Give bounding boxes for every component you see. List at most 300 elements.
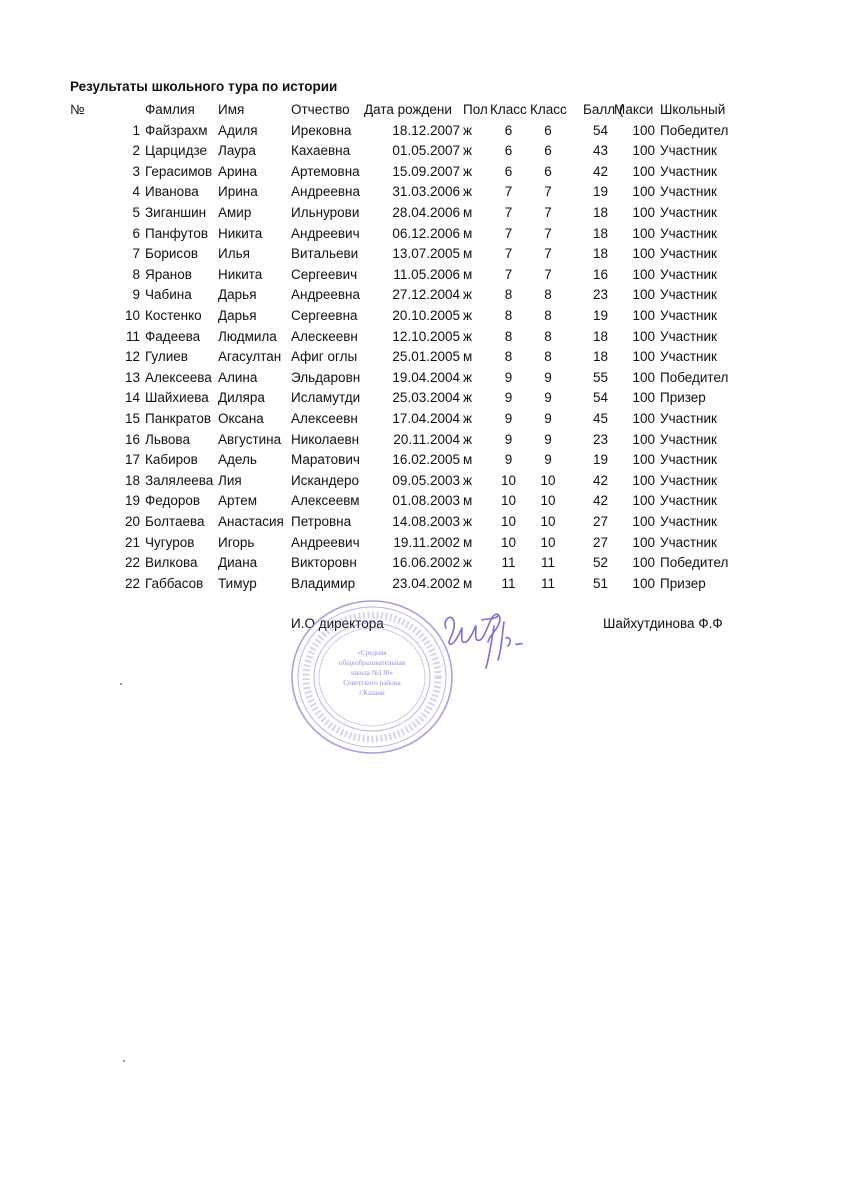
status-cell: Участник (660, 328, 717, 344)
table-row (0, 471, 849, 492)
name-cell: Арина (218, 163, 258, 179)
surname-cell: Чугуров (145, 534, 195, 550)
surname-cell: Кабиров (145, 452, 198, 468)
patronymic-cell: Исламутди (291, 390, 361, 406)
gender-cell: ж (463, 431, 473, 447)
patronymic-cell: Викторовн (291, 555, 357, 571)
row-number: 5 (132, 205, 140, 220)
score-cell: 18 (592, 349, 608, 365)
handwritten-signature (432, 598, 532, 676)
status-cell: Участник (660, 431, 717, 447)
table-row (0, 162, 849, 183)
class-cell: 7 (504, 184, 513, 200)
col-patronymic: Отчество (291, 102, 350, 117)
table-header (0, 100, 849, 121)
score-cell: 52 (592, 555, 608, 571)
score-cell: 54 (592, 390, 608, 406)
score-cell: 27 (592, 514, 608, 529)
class-cell-2: 6 (544, 143, 552, 159)
gender-cell: ж (463, 184, 473, 200)
surname-cell: Болтаева (145, 514, 205, 529)
max-score-cell: 100 (632, 225, 655, 241)
row-number: 20 (124, 514, 140, 529)
birthdate-cell: 16.06.2002 (392, 555, 460, 571)
score-cell: 18 (592, 246, 608, 262)
school-stamp (288, 597, 456, 757)
table-row (0, 306, 849, 327)
name-cell: Никита (218, 266, 263, 282)
gender-cell: ж (463, 390, 473, 406)
birthdate-cell: 09.05.2003 (392, 472, 460, 488)
name-cell: Диляра (218, 390, 265, 406)
score-cell: 55 (592, 369, 608, 385)
stamp-line-3: школа №130» (351, 669, 393, 677)
table-row (0, 553, 849, 574)
gender-cell: м (463, 349, 473, 365)
patronymic-cell: Владимир (291, 575, 356, 591)
class-cell: 6 (504, 163, 513, 179)
surname-cell: Вилкова (145, 555, 198, 571)
patronymic-cell: Искандеро (291, 472, 360, 488)
class-cell-2: 9 (544, 431, 552, 447)
surname-cell: Чабина (145, 287, 192, 303)
patronymic-cell: Ирековна (291, 122, 352, 138)
row-number: 16 (124, 431, 140, 447)
table-row (0, 182, 849, 203)
class-cell-2: 10 (540, 472, 556, 488)
col-class-2: Класс (530, 102, 567, 117)
patronymic-cell: Петровна (291, 514, 352, 529)
row-number: 4 (132, 184, 140, 200)
surname-cell: Зиганшин (145, 205, 207, 220)
status-cell: Участник (660, 163, 717, 179)
table-row (0, 203, 849, 224)
col-surname: Фамлия (145, 102, 195, 117)
name-cell: Ирина (218, 184, 258, 200)
status-cell: Призер (660, 575, 706, 591)
surname-cell: Гулиев (145, 349, 188, 365)
stamp-line-4: Советского района (343, 679, 401, 687)
stamp-line-2: общеобразовательная (338, 659, 406, 667)
patronymic-cell: Сергеевич (291, 266, 358, 282)
score-cell: 45 (592, 411, 608, 426)
name-cell: Амир (218, 205, 252, 220)
max-score-cell: 100 (632, 369, 655, 385)
score-cell: 18 (592, 225, 608, 241)
max-score-cell: 100 (632, 266, 655, 282)
class-cell-2: 7 (544, 205, 552, 220)
col-gender: Пол (463, 102, 488, 117)
birthdate-cell: 19.04.2004 (392, 369, 460, 385)
max-score-cell: 100 (632, 163, 655, 179)
row-number: 9 (132, 287, 140, 303)
class-cell-2: 7 (544, 225, 552, 241)
table-row (0, 121, 849, 142)
gender-cell: м (463, 225, 473, 241)
max-score-cell: 100 (632, 287, 655, 303)
class-cell: 10 (500, 472, 517, 488)
status-cell: Участник (660, 349, 717, 365)
row-number: 1 (132, 122, 140, 138)
class-cell: 6 (504, 143, 513, 159)
name-cell: Игорь (218, 534, 255, 550)
max-score-cell: 100 (632, 328, 655, 344)
surname-cell: Файзрахм (145, 122, 208, 138)
class-cell-2: 11 (540, 575, 555, 591)
name-cell: Дарья (218, 287, 257, 303)
max-score-cell: 100 (632, 390, 655, 406)
patronymic-cell: Андреевна (291, 287, 360, 303)
birthdate-cell: 12.10.2005 (392, 328, 460, 344)
patronymic-cell: Ильнурови (291, 205, 360, 220)
score-cell: 18 (592, 205, 608, 220)
gender-cell: ж (463, 369, 473, 385)
birthdate-cell: 27.12.2004 (392, 287, 460, 303)
patronymic-cell: Андреевна (291, 184, 360, 200)
gender-cell: м (463, 575, 473, 591)
name-cell: Лия (218, 472, 242, 488)
gender-cell: м (463, 266, 473, 282)
max-score-cell: 100 (632, 555, 655, 571)
surname-cell: Фадеева (145, 328, 201, 344)
name-cell: Дарья (218, 308, 257, 323)
table-row (0, 368, 849, 389)
scan-speck (123, 1060, 125, 1062)
col-birthdate: Дата рождени (364, 102, 452, 117)
max-score-cell: 100 (632, 472, 655, 488)
table-row (0, 512, 849, 533)
surname-cell: Яранов (145, 266, 192, 282)
class-cell-2: 9 (544, 390, 552, 406)
max-score-cell: 100 (632, 246, 655, 262)
class-cell-2: 10 (540, 534, 556, 550)
gender-cell: м (463, 246, 473, 262)
patronymic-cell: Алексеевн (291, 411, 358, 426)
status-cell: Участник (660, 472, 717, 488)
gender-cell: ж (463, 308, 473, 323)
max-score-cell: 100 (632, 411, 655, 426)
gender-cell: м (463, 534, 473, 550)
table-row (0, 285, 849, 306)
class-cell: 9 (504, 390, 513, 406)
status-cell: Участник (660, 514, 717, 529)
status-cell: Победител (660, 555, 729, 571)
max-score-cell: 100 (632, 575, 655, 591)
table-row (0, 327, 849, 348)
name-cell: Алина (218, 369, 258, 385)
class-cell-2: 7 (544, 266, 552, 282)
patronymic-cell: Андреевич (291, 534, 360, 550)
score-cell: 23 (592, 287, 608, 303)
max-score-cell: 100 (632, 184, 655, 200)
status-cell: Участник (660, 143, 717, 159)
score-cell: 42 (592, 163, 608, 179)
scan-speck (120, 683, 122, 685)
class-cell-2: 9 (544, 452, 552, 468)
name-cell: Лаура (218, 143, 256, 159)
class-cell-2: 10 (540, 493, 556, 509)
max-score-cell: 100 (632, 493, 655, 509)
status-cell: Победител (660, 122, 729, 138)
max-score-cell: 100 (632, 431, 655, 447)
class-cell-2: 8 (544, 308, 552, 323)
row-number: 14 (124, 390, 140, 406)
table-row (0, 430, 849, 451)
gender-cell: ж (463, 472, 473, 488)
status-cell: Участник (660, 225, 717, 241)
stamp-line-1: «Средняя (357, 649, 387, 657)
status-cell: Победител (660, 369, 729, 385)
birthdate-cell: 01.05.2007 (392, 143, 460, 159)
row-number: 22 (124, 575, 140, 591)
class-cell-2: 7 (544, 184, 552, 200)
score-cell: 43 (592, 143, 608, 159)
table-row (0, 265, 849, 286)
table-row (0, 533, 849, 554)
name-cell: Адель (218, 452, 257, 468)
status-cell: Участник (660, 534, 717, 550)
signer-name: Шайхутдинова Ф.Ф (603, 616, 723, 631)
birthdate-cell: 23.04.2002 (392, 575, 460, 591)
patronymic-cell: Алескеевн (291, 328, 358, 344)
table-row (0, 409, 849, 430)
row-number: 17 (124, 452, 140, 468)
class-cell-2: 8 (544, 328, 552, 344)
col-class: Класс (490, 102, 527, 117)
status-cell: Призер (660, 390, 706, 406)
row-number: 2 (132, 143, 140, 159)
page-title: Результаты школьного тура по истории (70, 79, 338, 94)
max-score-cell: 100 (632, 452, 655, 468)
name-cell: Тимур (218, 575, 257, 591)
name-cell: Артем (218, 493, 258, 509)
score-cell: 23 (592, 431, 608, 447)
status-cell: Участник (660, 411, 717, 426)
score-cell: 19 (592, 308, 608, 323)
table-row (0, 450, 849, 471)
table-row (0, 141, 849, 162)
name-cell: Агасултан (218, 349, 282, 365)
class-cell: 8 (504, 328, 513, 344)
status-cell: Участник (660, 205, 717, 220)
patronymic-cell: Артемовна (291, 163, 360, 179)
col-max: Макси (614, 102, 654, 117)
patronymic-cell: Андреевич (291, 225, 360, 241)
status-cell: Участник (660, 308, 717, 323)
name-cell: Людмила (218, 328, 277, 344)
name-cell: Анастасия (218, 514, 284, 529)
score-cell: 18 (592, 328, 608, 344)
score-cell: 42 (592, 493, 608, 509)
class-cell-2: 8 (544, 287, 552, 303)
class-cell-2: 9 (544, 369, 552, 385)
col-name: Имя (218, 102, 245, 117)
row-number: 6 (132, 225, 140, 241)
signer-position: И.О директора (291, 616, 384, 631)
class-cell: 9 (504, 369, 513, 385)
surname-cell: Борисов (145, 246, 198, 262)
row-number: 18 (124, 472, 140, 488)
patronymic-cell: Афиг оглы (291, 349, 358, 365)
patronymic-cell: Витальеви (291, 246, 359, 262)
class-cell: 10 (500, 534, 517, 550)
class-cell: 7 (504, 205, 513, 220)
gender-cell: ж (463, 163, 473, 179)
class-cell-2: 6 (544, 122, 552, 138)
row-number: 15 (124, 411, 140, 426)
name-cell: Никита (218, 225, 263, 241)
surname-cell: Федоров (145, 493, 201, 509)
class-cell: 8 (504, 287, 513, 303)
row-number: 11 (125, 328, 140, 344)
row-number: 21 (124, 534, 140, 550)
score-cell: 27 (592, 534, 608, 550)
gender-cell: м (463, 205, 473, 220)
surname-cell: Залялеева (145, 472, 214, 488)
birthdate-cell: 13.07.2005 (392, 246, 460, 262)
class-cell-2: 10 (540, 514, 556, 529)
patronymic-cell: Сергеевна (291, 308, 358, 323)
gender-cell: ж (463, 143, 473, 159)
birthdate-cell: 28.04.2006 (392, 205, 460, 220)
score-cell: 51 (592, 575, 608, 591)
patronymic-cell: Маратович (291, 452, 360, 468)
surname-cell: Панфутов (145, 225, 209, 241)
table-row (0, 244, 849, 265)
class-cell: 10 (500, 514, 517, 529)
max-score-cell: 100 (632, 143, 655, 159)
name-cell: Илья (218, 246, 250, 262)
surname-cell: Панкратов (145, 411, 212, 426)
row-number: 3 (132, 163, 140, 179)
class-cell: 7 (504, 225, 513, 241)
max-score-cell: 100 (632, 349, 655, 365)
class-cell: 11 (501, 555, 516, 571)
status-cell: Участник (660, 246, 717, 262)
table-row (0, 347, 849, 368)
col-num: № (70, 102, 85, 117)
class-cell-2: 6 (544, 163, 552, 179)
class-cell: 9 (504, 452, 513, 468)
gender-cell: ж (463, 287, 473, 303)
surname-cell: Шайхиева (145, 390, 209, 406)
patronymic-cell: Алексеевм (291, 493, 360, 509)
row-number: 13 (124, 369, 140, 385)
gender-cell: ж (463, 555, 473, 571)
status-cell: Участник (660, 184, 717, 200)
status-cell: Участник (660, 452, 717, 468)
row-number: 7 (132, 246, 140, 262)
class-cell: 11 (501, 575, 516, 591)
gender-cell: м (463, 493, 473, 509)
patronymic-cell: Эльдаровн (291, 369, 361, 385)
birthdate-cell: 25.03.2004 (392, 390, 460, 406)
surname-cell: Иванова (145, 184, 199, 200)
surname-cell: Алексеева (145, 369, 212, 385)
class-cell: 7 (504, 266, 513, 282)
score-cell: 16 (592, 266, 608, 282)
birthdate-cell: 20.10.2005 (392, 308, 460, 323)
patronymic-cell: Кахаевна (291, 143, 351, 159)
name-cell: Адиля (218, 122, 258, 138)
birthdate-cell: 11.05.2006 (393, 266, 460, 282)
row-number: 22 (124, 555, 140, 571)
max-score-cell: 100 (632, 308, 655, 323)
class-cell: 7 (504, 246, 513, 262)
surname-cell: Львова (145, 431, 190, 447)
class-cell: 10 (500, 493, 517, 509)
max-score-cell: 100 (632, 122, 655, 138)
max-score-cell: 100 (632, 514, 655, 529)
stamp-line-5: г.Казани (359, 689, 385, 697)
max-score-cell: 100 (632, 534, 655, 550)
gender-cell: ж (463, 411, 473, 426)
row-number: 10 (124, 308, 140, 323)
score-cell: 54 (592, 122, 608, 138)
row-number: 8 (132, 266, 140, 282)
birthdate-cell: 25.01.2005 (392, 349, 460, 365)
name-cell: Оксана (218, 411, 264, 426)
class-cell: 8 (504, 308, 513, 323)
gender-cell: м (463, 452, 473, 468)
surname-cell: Габбасов (145, 575, 204, 591)
class-cell: 8 (504, 349, 513, 365)
gender-cell: ж (463, 122, 473, 138)
surname-cell: Царцидзе (145, 143, 207, 159)
class-cell: 6 (504, 122, 513, 138)
status-cell: Участник (660, 266, 717, 282)
birthdate-cell: 14.08.2003 (392, 514, 460, 529)
status-cell: Участник (660, 493, 717, 509)
surname-cell: Герасимов (145, 163, 213, 179)
row-number: 12 (124, 349, 140, 365)
surname-cell: Костенко (145, 308, 202, 323)
table-row (0, 388, 849, 409)
birthdate-cell: 01.08.2003 (392, 493, 460, 509)
birthdate-cell: 18.12.2007 (392, 122, 460, 138)
score-cell: 19 (592, 452, 608, 468)
class-cell: 9 (504, 411, 513, 426)
status-cell: Участник (660, 287, 717, 303)
max-score-cell: 100 (632, 205, 655, 220)
class-cell-2: 8 (544, 349, 552, 365)
table-row (0, 491, 849, 512)
col-score: Балл ( (583, 102, 624, 117)
table-row (0, 574, 849, 595)
patronymic-cell: Николаевн (291, 431, 360, 447)
birthdate-cell: 16.02.2005 (392, 452, 460, 468)
birthdate-cell: 15.09.2007 (392, 163, 460, 179)
class-cell: 9 (504, 431, 513, 447)
gender-cell: ж (463, 514, 473, 529)
col-status: Школьный (660, 102, 726, 117)
row-number: 19 (124, 493, 140, 509)
table-row (0, 224, 849, 245)
birthdate-cell: 06.12.2006 (392, 225, 460, 241)
gender-cell: ж (463, 328, 473, 344)
birthdate-cell: 19.11.2002 (393, 534, 460, 550)
score-cell: 42 (592, 472, 608, 488)
birthdate-cell: 20.11.2004 (393, 431, 460, 447)
class-cell-2: 9 (544, 411, 552, 426)
birthdate-cell: 17.04.2004 (392, 411, 460, 426)
class-cell-2: 7 (544, 246, 552, 262)
class-cell-2: 11 (540, 555, 555, 571)
birthdate-cell: 31.03.2006 (392, 184, 460, 200)
name-cell: Диана (218, 555, 258, 571)
name-cell: Августина (218, 431, 282, 447)
score-cell: 19 (592, 184, 608, 200)
